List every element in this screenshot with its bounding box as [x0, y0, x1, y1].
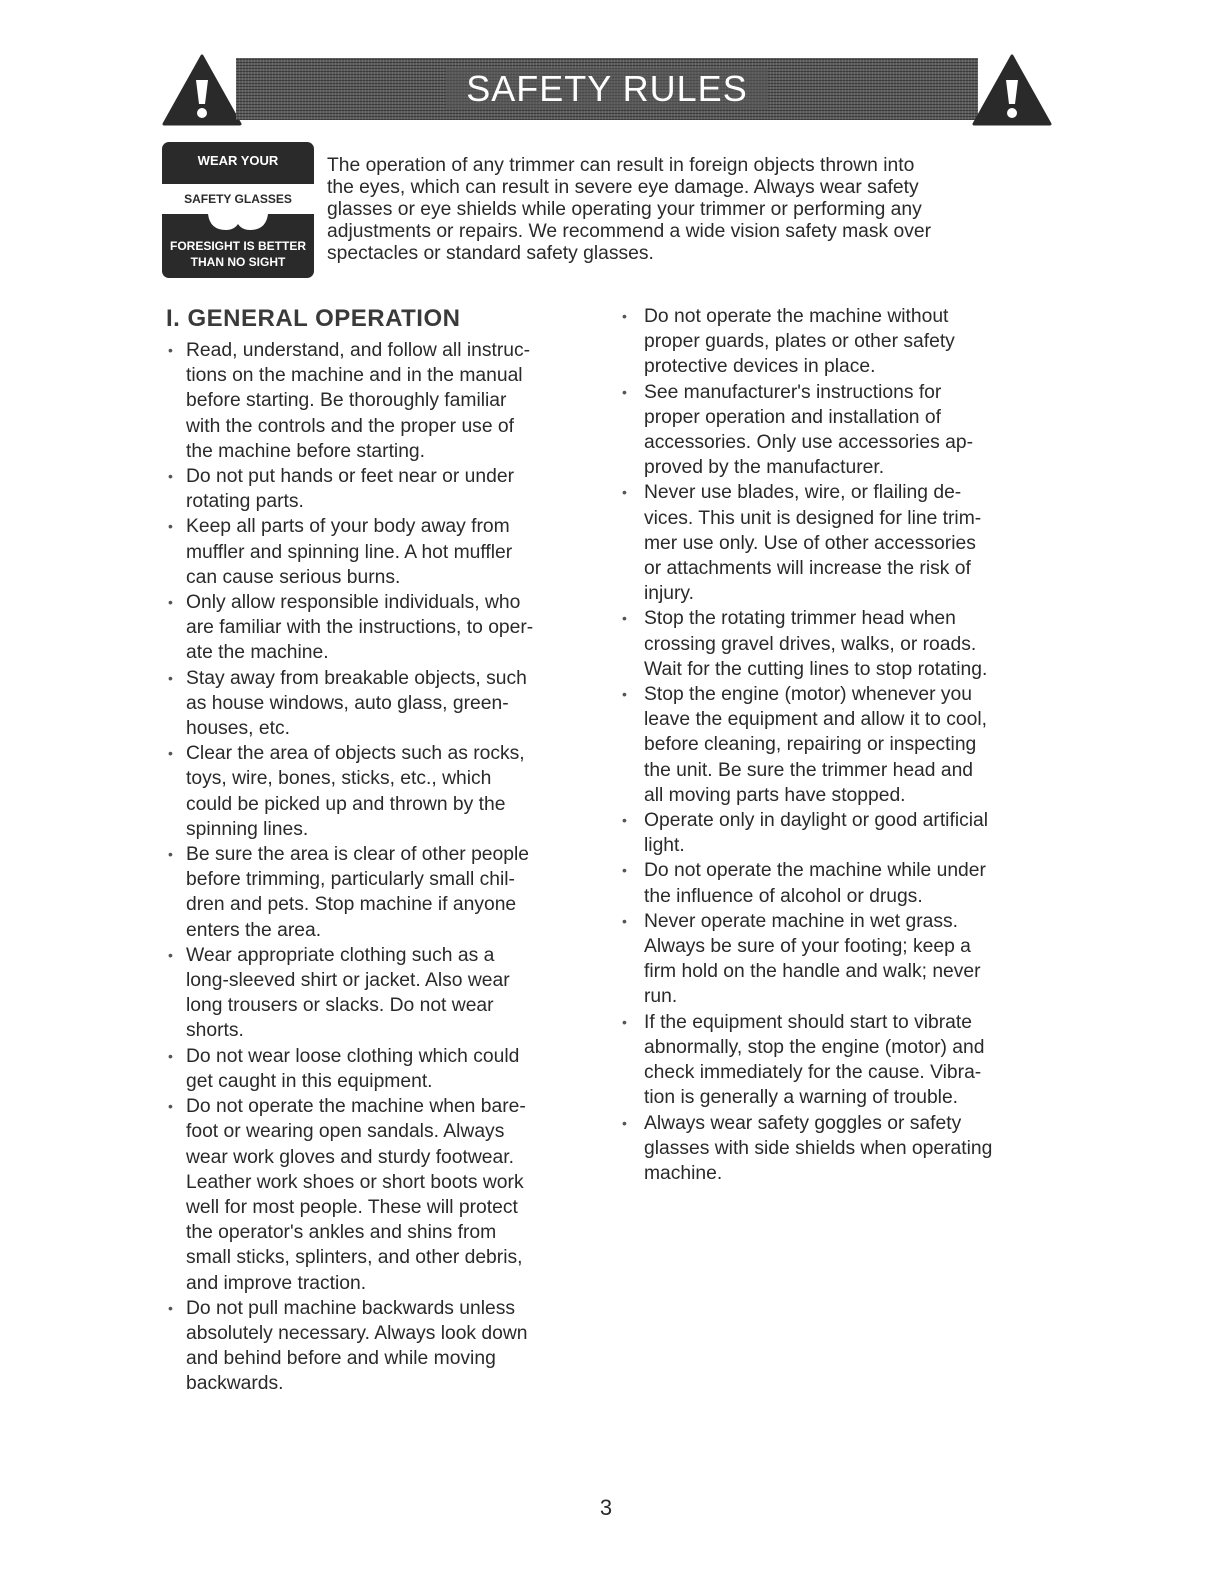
bullet-icon: •	[168, 946, 173, 963]
rule-line: Wear appropriate clothing such as a	[186, 944, 495, 966]
bullet-icon: •	[168, 846, 173, 863]
rule-item	[620, 1111, 1070, 1187]
page-number: 3	[599, 1495, 613, 1520]
rule-line: and behind before and while moving	[186, 1348, 496, 1370]
rule-line: as house windows, auto glass, green-	[186, 692, 509, 714]
bullet-icon: •	[622, 686, 627, 703]
rule-line: Always be sure of your footing; keep a	[644, 936, 971, 958]
rule-line: proved by the manufacturer.	[644, 457, 885, 479]
rule-item	[620, 606, 1070, 682]
rule-line: Do not wear loose clothing which could	[186, 1045, 520, 1067]
rule-line: enters the area.	[186, 919, 322, 941]
bullet-icon: •	[622, 1013, 627, 1030]
rule-line: Do not pull machine backwards unless	[186, 1297, 516, 1319]
goggles-icon	[206, 210, 270, 234]
badge-line-3b: THAN NO SIGHT	[190, 255, 286, 269]
safety-rules-header	[162, 54, 1052, 128]
bullet-icon: •	[168, 342, 173, 358]
bullet-icon: •	[168, 518, 173, 535]
rule-item	[166, 943, 606, 1044]
rule-line: are familiar with the instructions, to oper-	[186, 617, 534, 639]
badge-line-3	[162, 238, 314, 270]
intro-line: adjustments or repairs. We recommend a wide vision safety mask over	[327, 221, 932, 242]
rule-item	[166, 514, 606, 590]
rule-item	[620, 858, 1070, 908]
rule-line: vices. This unit is designed for line trim-	[644, 507, 982, 529]
rule-item	[620, 304, 1070, 380]
rule-line: proper guards, plates or other safety	[644, 331, 955, 353]
bullet-icon: •	[622, 1114, 627, 1131]
rule-line: toys, wire, bones, sticks, etc., which	[186, 768, 492, 790]
rule-line: mer use only. Use of other accessories	[644, 532, 976, 554]
bullet-icon: •	[168, 1098, 173, 1115]
rule-line: with the controls and the proper use of	[186, 415, 514, 437]
rule-line: the machine before starting.	[186, 440, 426, 462]
rule-line: glasses with side shields when operating	[644, 1137, 993, 1159]
badge-line-2: SAFETY GLASSES	[184, 192, 292, 206]
left-rules-list	[166, 338, 606, 1397]
bullet-icon: •	[622, 308, 627, 324]
bullet-icon: •	[168, 468, 173, 485]
rule-item	[620, 380, 1070, 481]
rule-item	[620, 909, 1070, 1010]
rule-line: Wait for the cutting lines to stop rotating.	[644, 658, 988, 680]
intro-line: the eyes, which can result in severe eye damage. Always wear safety	[327, 177, 919, 198]
rule-line: check immediately for the cause. Vibra-	[644, 1062, 982, 1084]
rule-line: before cleaning, repairing or inspecting	[644, 734, 977, 756]
rule-line: before trimming, particularly small chil-	[186, 869, 515, 891]
rule-item	[166, 1094, 606, 1296]
bullet-icon: •	[168, 594, 173, 611]
rule-line: Always wear safety goggles or safety	[644, 1112, 962, 1134]
rule-line: Stay away from breakable objects, such	[186, 667, 527, 689]
rule-item	[166, 338, 606, 464]
bullet-icon: •	[168, 1047, 173, 1064]
rule-line: the influence of alcohol or drugs.	[644, 885, 923, 907]
rule-item	[620, 480, 1070, 606]
rule-item	[166, 590, 606, 666]
rule-line: could be picked up and thrown by the	[186, 793, 506, 815]
rule-line: Leather work shoes or short boots work	[186, 1171, 524, 1193]
rule-line: rotating parts.	[186, 491, 304, 513]
rule-line: absolutely necessary. Always look down	[186, 1322, 528, 1344]
badge-line-3a: FORESIGHT IS BETTER	[169, 239, 306, 253]
rule-line: dren and pets. Stop machine if anyone	[186, 894, 517, 916]
bullet-icon: •	[622, 484, 627, 501]
rule-item	[620, 682, 1070, 808]
warning-triangle-icon	[162, 54, 242, 126]
rule-line: leave the equipment and allow it to cool,	[644, 709, 987, 731]
rule-line: Stop the rotating trimmer head when	[644, 608, 956, 630]
rule-line: can cause serious burns.	[186, 566, 401, 588]
badge-line-1: WEAR YOUR	[197, 153, 279, 168]
bullet-icon: •	[622, 912, 627, 929]
rule-item	[166, 464, 606, 514]
bullet-icon: •	[622, 812, 627, 829]
right-rules-list	[620, 304, 1070, 1186]
rule-line: and improve traction.	[186, 1272, 367, 1294]
intro-line: spectacles or standard safety glasses.	[327, 243, 654, 264]
rule-line: protective devices in place.	[644, 356, 876, 378]
rule-line: If the equipment should start to vibrate	[644, 1011, 972, 1033]
warning-triangle-icon	[972, 54, 1052, 126]
rule-line: Never use blades, wire, or flailing de-	[644, 482, 962, 504]
rule-line: firm hold on the handle and walk; never	[644, 961, 981, 983]
rule-line: well for most people. These will protect	[186, 1196, 518, 1218]
page-title: SAFETY RULES	[446, 68, 767, 110]
bullet-icon: •	[168, 1299, 173, 1316]
bullet-icon: •	[168, 745, 173, 762]
bullet-icon: •	[622, 862, 627, 879]
intro-line: glasses or eye shields while operating your trimmer or performing any	[327, 199, 922, 220]
rule-item	[166, 666, 606, 742]
rule-line: abnormally, stop the engine (motor) and	[644, 1036, 985, 1058]
rule-item	[620, 808, 1070, 858]
rule-line: Be sure the area is clear of other people	[186, 844, 529, 866]
rule-line: tion is generally a warning of trouble.	[644, 1087, 959, 1109]
rule-line: spinning lines.	[186, 818, 309, 840]
rule-line: or attachments will increase the risk of	[644, 558, 971, 580]
rule-line: light.	[644, 835, 685, 857]
rule-line: foot or wearing open sandals. Always	[186, 1121, 505, 1143]
rule-line: wear work gloves and sturdy footwear.	[186, 1146, 514, 1168]
rule-item	[166, 741, 606, 842]
rule-line: the operator's ankles and shins from	[186, 1222, 497, 1244]
left-column	[166, 304, 606, 1397]
rule-line: Keep all parts of your body away from	[186, 516, 510, 538]
rule-line: tions on the machine and in the manual	[186, 365, 523, 387]
intro-line: The operation of any trimmer can result in foreign objects thrown into	[327, 155, 915, 176]
rule-line: proper operation and installation of	[644, 406, 941, 428]
rule-line: Operate only in daylight or good artificial	[644, 810, 989, 832]
intro-paragraph	[327, 155, 1047, 265]
rule-line: get caught in this equipment.	[186, 1070, 433, 1092]
rule-line: all moving parts have stopped.	[644, 784, 906, 806]
rule-line: backwards.	[186, 1373, 284, 1395]
bullet-icon: •	[168, 669, 173, 686]
rule-line: before starting. Be thoroughly familiar	[186, 390, 507, 412]
rule-line: long trousers or slacks. Do not wear	[186, 995, 494, 1017]
rule-line: small sticks, splinters, and other debris,	[186, 1247, 523, 1269]
bullet-icon: •	[622, 383, 627, 400]
rule-line: long-sleeved shirt or jacket. Also wear	[186, 970, 510, 992]
rule-line: crossing gravel drives, walks, or roads.	[644, 633, 977, 655]
rule-line: ate the machine.	[186, 642, 329, 664]
rule-line: houses, etc.	[186, 718, 290, 740]
rule-line: accessories. Only use accessories ap-	[644, 432, 973, 454]
rule-item	[166, 842, 606, 943]
rule-line: the unit. Be sure the trimmer head and	[644, 759, 974, 781]
right-column	[620, 304, 1070, 1186]
rule-line: injury.	[644, 583, 695, 605]
rule-line: Read, understand, and follow all instruc-	[186, 340, 531, 361]
rule-item	[166, 1296, 606, 1397]
rule-line: Do not operate the machine while under	[644, 860, 986, 882]
rule-line: See manufacturer's instructions for	[644, 381, 942, 403]
rule-line: Only allow responsible individuals, who	[186, 592, 521, 614]
rule-line: Stop the engine (motor) whenever you	[644, 684, 972, 706]
rule-line: shorts.	[186, 1020, 244, 1042]
rule-line: muffler and spinning line. A hot muffler	[186, 541, 513, 563]
rule-line: Do not operate the machine when bare-	[186, 1096, 526, 1118]
safety-glasses-badge	[162, 142, 314, 278]
rule-line: Clear the area of objects such as rocks,	[186, 743, 525, 765]
rule-item	[166, 1044, 606, 1094]
section-heading: I. GENERAL OPERATION	[166, 305, 461, 332]
rule-line: Never operate machine in wet grass.	[644, 910, 959, 932]
rule-line: Do not put hands or feet near or under	[186, 466, 514, 488]
rule-line: machine.	[644, 1162, 723, 1184]
rule-line: run.	[644, 986, 678, 1008]
rule-item	[620, 1010, 1070, 1111]
title-bar	[236, 58, 978, 120]
rule-line: Do not operate the machine without	[644, 306, 949, 327]
bullet-icon: •	[622, 610, 627, 627]
